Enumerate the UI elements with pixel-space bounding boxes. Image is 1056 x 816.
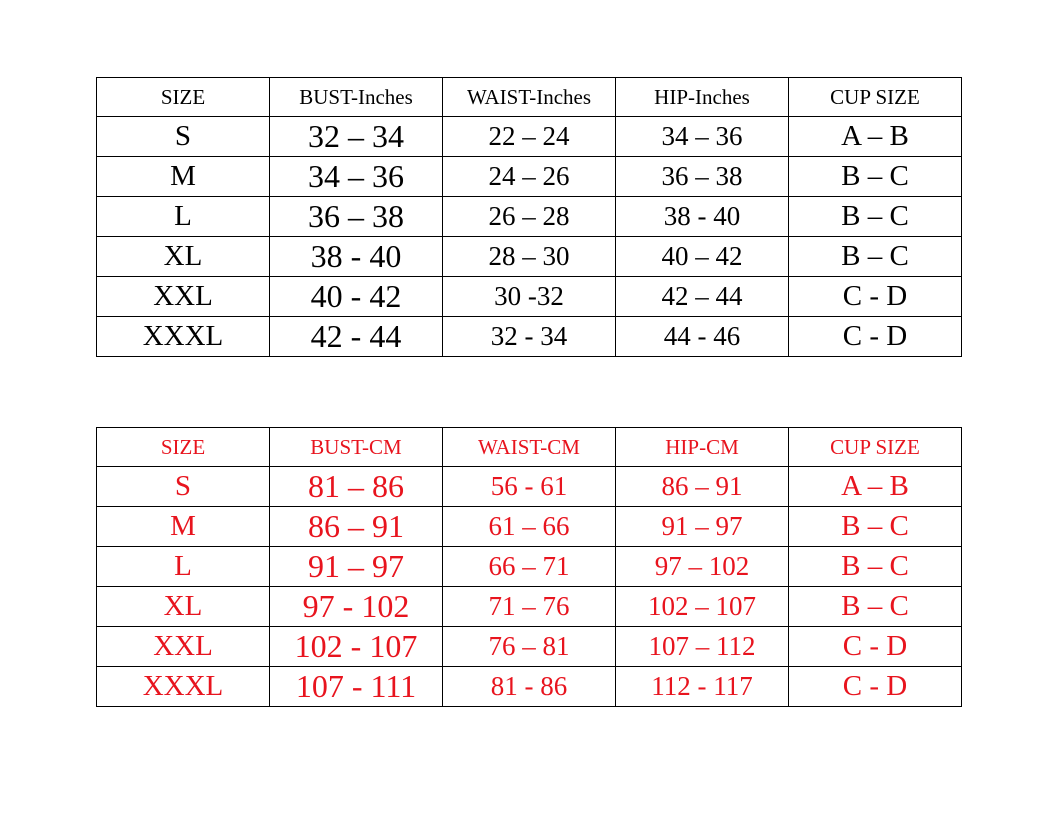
cell-waist: 56 - 61	[443, 467, 616, 507]
cell-hip: 102 – 107	[616, 587, 789, 627]
table-row	[97, 237, 962, 277]
header-hip: HIP-Inches	[616, 78, 789, 117]
header-size: SIZE	[97, 78, 270, 117]
cell-size: M	[97, 507, 270, 547]
cell-bust: 32 – 34	[270, 117, 443, 157]
cell-size: XL	[97, 587, 270, 627]
cell-cup-size: B – C	[789, 547, 962, 587]
cell-hip: 40 – 42	[616, 237, 789, 277]
table-row	[97, 627, 962, 667]
table-header-row	[97, 428, 962, 467]
cell-hip: 36 – 38	[616, 157, 789, 197]
cell-bust: 36 – 38	[270, 197, 443, 237]
cell-size: L	[97, 197, 270, 237]
cell-cup-size: B – C	[789, 237, 962, 277]
cell-size: M	[97, 157, 270, 197]
cell-bust: 91 – 97	[270, 547, 443, 587]
size-chart-inches-table	[96, 77, 962, 357]
table-row	[97, 667, 962, 707]
cell-hip: 86 – 91	[616, 467, 789, 507]
cell-size: XXL	[97, 277, 270, 317]
cell-cup-size: B – C	[789, 197, 962, 237]
header-bust: BUST-Inches	[270, 78, 443, 117]
table-row	[97, 197, 962, 237]
cell-cup-size: A – B	[789, 117, 962, 157]
cell-bust: 86 – 91	[270, 507, 443, 547]
cell-bust: 38 - 40	[270, 237, 443, 277]
table-row	[97, 117, 962, 157]
cell-waist: 26 – 28	[443, 197, 616, 237]
cell-bust: 81 – 86	[270, 467, 443, 507]
size-chart-cm-table	[96, 427, 962, 707]
cell-size: XXXL	[97, 667, 270, 707]
cell-bust: 107 - 111	[270, 667, 443, 707]
cell-cup-size: A – B	[789, 467, 962, 507]
cell-waist: 32 - 34	[443, 317, 616, 357]
cell-waist: 81 - 86	[443, 667, 616, 707]
cell-hip: 91 – 97	[616, 507, 789, 547]
table-row	[97, 467, 962, 507]
cell-hip: 44 - 46	[616, 317, 789, 357]
cell-size: S	[97, 467, 270, 507]
cell-hip: 42 – 44	[616, 277, 789, 317]
table-row	[97, 587, 962, 627]
cell-bust: 34 – 36	[270, 157, 443, 197]
cell-waist: 28 – 30	[443, 237, 616, 277]
cell-waist: 66 – 71	[443, 547, 616, 587]
cell-cup-size: C - D	[789, 627, 962, 667]
table-row	[97, 317, 962, 357]
header-bust: BUST-CM	[270, 428, 443, 467]
cell-size: S	[97, 117, 270, 157]
table-row	[97, 547, 962, 587]
header-waist: WAIST-Inches	[443, 78, 616, 117]
cell-waist: 24 – 26	[443, 157, 616, 197]
cell-size: L	[97, 547, 270, 587]
cell-bust: 42 - 44	[270, 317, 443, 357]
cell-waist: 22 – 24	[443, 117, 616, 157]
cell-hip: 107 – 112	[616, 627, 789, 667]
cell-size: XXXL	[97, 317, 270, 357]
table-row	[97, 507, 962, 547]
cell-waist: 61 – 66	[443, 507, 616, 547]
cell-cup-size: B – C	[789, 587, 962, 627]
cell-waist: 76 – 81	[443, 627, 616, 667]
table-row	[97, 157, 962, 197]
header-cup-size: CUP SIZE	[789, 428, 962, 467]
cell-hip: 112 - 117	[616, 667, 789, 707]
header-size: SIZE	[97, 428, 270, 467]
cell-hip: 97 – 102	[616, 547, 789, 587]
cell-bust: 40 - 42	[270, 277, 443, 317]
table-row	[97, 277, 962, 317]
cell-size: XXL	[97, 627, 270, 667]
table-header-row	[97, 78, 962, 117]
cell-bust: 102 - 107	[270, 627, 443, 667]
header-hip: HIP-CM	[616, 428, 789, 467]
cell-cup-size: C - D	[789, 317, 962, 357]
cell-cup-size: B – C	[789, 157, 962, 197]
header-waist: WAIST-CM	[443, 428, 616, 467]
cell-cup-size: C - D	[789, 667, 962, 707]
cell-hip: 34 – 36	[616, 117, 789, 157]
cell-hip: 38 - 40	[616, 197, 789, 237]
cell-waist: 30 -32	[443, 277, 616, 317]
cell-waist: 71 – 76	[443, 587, 616, 627]
cell-bust: 97 - 102	[270, 587, 443, 627]
cell-cup-size: C - D	[789, 277, 962, 317]
header-cup-size: CUP SIZE	[789, 78, 962, 117]
cell-size: XL	[97, 237, 270, 277]
cell-cup-size: B – C	[789, 507, 962, 547]
